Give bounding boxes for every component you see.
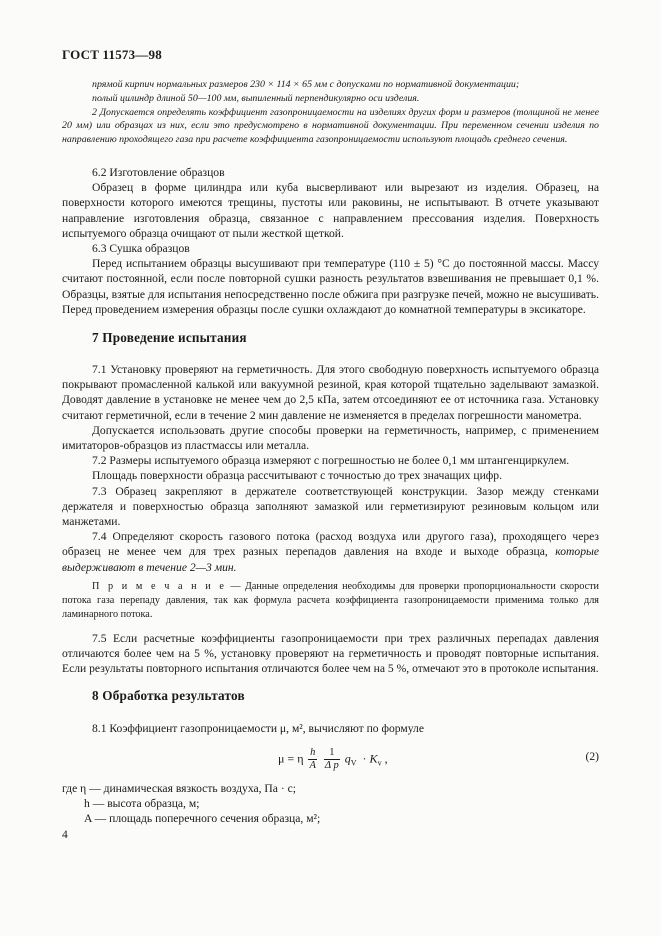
note-line-2: полый цилиндр длиной 50—100 мм, выпиленный перпендикулярно оси изделия.: [92, 92, 420, 104]
formula-q-sub: V: [350, 758, 357, 768]
page-number: 4: [62, 829, 68, 841]
note-line-1: прямой кирпич нормальных размеров 230 × 114 × 65 мм с допусками по нормативной документации;: [92, 79, 520, 90]
formula-dot: ·: [362, 751, 367, 766]
note-7: [62, 580, 599, 622]
formula-expression: [278, 747, 388, 772]
fraction-h: h: [310, 747, 316, 758]
note-text: — Данные определения необходимы для проверки пропорциональности скорости потока газа перепаду давления, так как формула расчета коэффициента газопроницаемости применима только для ламинарного потока.: [62, 580, 600, 620]
section-6-2: [62, 165, 599, 317]
fraction-one: 1: [324, 747, 340, 760]
text-6-3: Перед испытанием образцы высушивают при температуре (110 ± 5) °С до постоянной массы. Массу считают постоянной, если после повторной сушки разность результатов взвешивания не превышает 0,1 %. Образцы, взятые для испытания непосредственно после обжига при разгрузке печей, можно не высушивать. Перед проведением измерения образцы после сушки охлаждают до комнатной температуры в эксикаторе.: [62, 257, 599, 316]
para-7-4-italic: которые выдерживают в течение 2—3 мин.: [62, 545, 599, 574]
formula-q: q: [344, 751, 351, 766]
formula-k-sub: v: [377, 758, 382, 768]
heading-6-3: 6.3 Сушка образцов: [92, 242, 190, 256]
para-7-4: [62, 529, 599, 575]
para-7-2: 7.2 Размеры испытуемого образца измеряют с погрешностью не более 0,1 мм штангенциркулем.: [92, 454, 570, 468]
fraction-a: A: [309, 760, 316, 771]
text-6-2: Образец в форме цилиндра или куба высверливают или вырезают из изделия. Образец, на поверхности которого имеются трещины, пустоты или раковины, не испытывают. В отчете указывают направление изготовления образца, связанное с направлением прессования изделия. Поверхность испытуемого образца очищают от пыли жесткой щеткой.: [62, 181, 599, 240]
standard-header: ГОСТ 11573—98: [62, 47, 162, 62]
para-8-1: 8.1 Коэффициент газопроницаемости μ, м², вычисляют по формуле: [92, 722, 424, 735]
definition-a: A — площадь поперечного сечения образца, м²;: [84, 812, 321, 826]
para-7-3: 7.3 Образец закрепляют в держателе соответствующей конструкции. Зазор между стенками держателя и поверхностью образца заполняют замазкой или герметизируют резиновым кольцом или манжетами.: [62, 484, 599, 529]
document-page: [62, 0, 599, 936]
section-8-body: [62, 721, 599, 736]
para-7-2b: Площадь поверхности образца рассчитывают с точностью до трех значащих цифр.: [92, 469, 502, 483]
para-7-1: 7.1 Установку проверяют на герметичность. Для этого свободную поверхность испытуемого образца покрывают промасленной калькой или вакуумной резиной, края которой тщательно заделывают замазкой. Доводят давление в установке не менее чем до 2,5 кПа, затем отсоединяют ее от источника газа. Установку считают герметичной, если в течение 2 мин давление не изменяется в пределах погрешности манометра.: [62, 363, 599, 422]
definition-h: h — высота образца, м;: [84, 797, 200, 811]
formula-tail: ,: [384, 751, 388, 766]
formula-2: [62, 744, 599, 784]
para-7-4-text: 7.4 Определяют скорость газового потока (расход воздуха или другого газа), проходящего через образец не менее чем для трех разных перепадов давления на входе и выходе образца,: [62, 530, 599, 559]
fraction-h-over-a: [308, 747, 316, 772]
fraction-dp: Δ p: [324, 760, 339, 771]
para-7-1b: Допускается использовать другие способы проверки на герметичность, например, с применением имитаторов-образцов из пластмассы или металла.: [62, 423, 599, 453]
note-2: 2 Допускается определять коэффициент газопроницаемости на изделиях других форм и размеров (толщиной не менее 20 мм) или образцах из них, если это предусмотрено в нормативной документации. При переменном сечении изделия по направлению проходящего газа при расчете коэффициента газопроницаемости используют площадь среднего сечения.: [62, 106, 599, 146]
definition-eta: где η — динамическая вязкость воздуха, Па · с;: [62, 782, 296, 795]
notes-block: [62, 78, 599, 147]
definitions: [62, 781, 599, 827]
note-label: П р и м е ч а н и е: [92, 580, 227, 592]
formula-k: K: [369, 751, 378, 766]
fraction-one-over-dp: [324, 747, 340, 772]
para-7-5: 7.5 Если расчетные коэффициенты газопроницаемости при трех различных перепадах давления отличаются более чем на 5 %, установку проверяют на герметичность и проводят повторные испытания. Если результаты повторного испытания отличаются более чем на 5 %, отмечают это в протоколе испытания.: [62, 631, 599, 676]
heading-6-2: 6.2 Изготовление образцов: [92, 166, 225, 179]
section-8-title: 8 Обработка результатов: [92, 688, 245, 703]
section-7-title: 7 Проведение испытания: [92, 330, 247, 345]
equation-number: (2): [585, 750, 599, 763]
section-7-body: [62, 362, 599, 676]
formula-lhs: μ = η: [278, 751, 304, 766]
